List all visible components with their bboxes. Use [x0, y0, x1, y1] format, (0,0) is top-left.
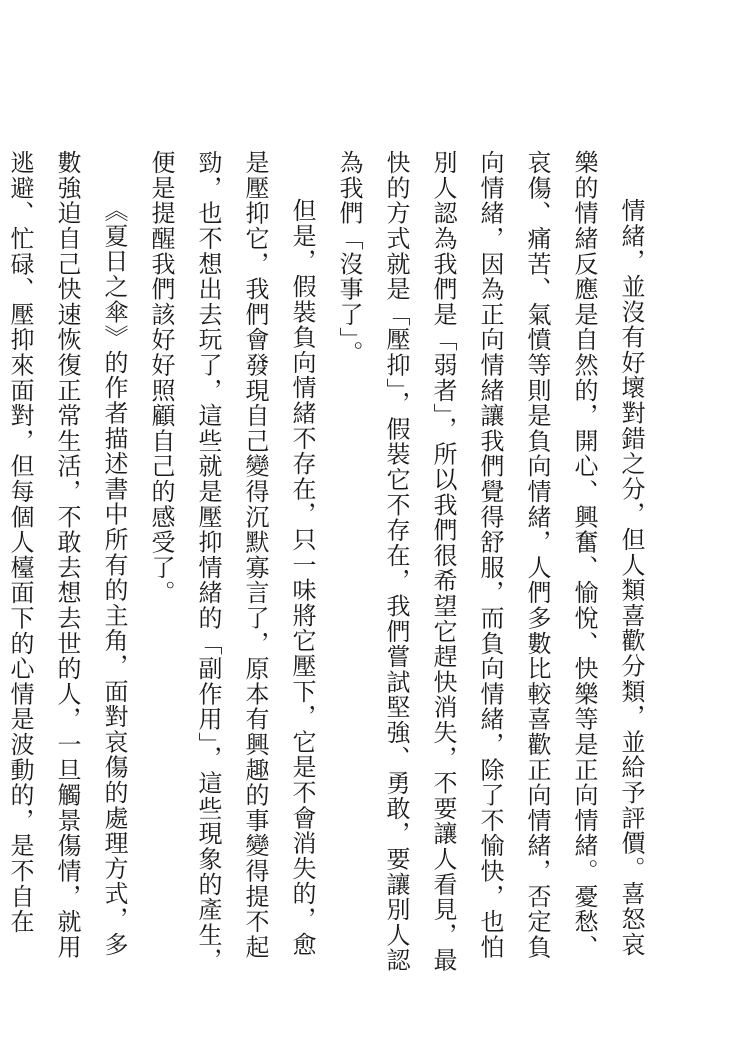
paragraph-1: 情緒，並沒有好壞對錯之分，但人類喜歡分類，並給予評價。喜怒哀樂的情緒反應是自然的，開心、興奮、愉悅、快樂等是正向情緒。憂愁、哀傷、痛苦、氣憤等則是負向情緒，人們多數比較喜歡正向情緒，否定負向情緒，因為正向情緒讓我們覺得舒服，而負向情緒，除了不愉快，也怕別人認為我們是「弱者」，所以我們很希望它趕快消失，不要讓人看見，最快的方式就是「壓抑」，假裝它不存在，我們嘗試堅強、勇敢，要讓別人認為我們「沒事了」。: [335, 150, 645, 973]
paragraph-3: 《夏日之傘》的作者描述書中所有的主角，面對哀傷的處理方式，多數強迫自己快速恢復正常生活，不敢去想去世的人，一旦觸景傷情，就用逃避、忙碌、壓抑來面對，但每個人檯面下的心情是波動的，是不自在: [6, 150, 128, 960]
body-text: [0, 150, 654, 980]
paragraph-2: 但是，假裝負向情緒不存在，只一味將它壓下，它是不會消失的，愈是壓抑它，我們會發現自己變得沉默寡言了，原本有興趣的事變得提不起勁，也不想出去玩了，這些就是壓抑情緒的「副作用」，這些現象的產生，便是提醒我們該好好照顧自己的感受了。: [147, 150, 316, 973]
